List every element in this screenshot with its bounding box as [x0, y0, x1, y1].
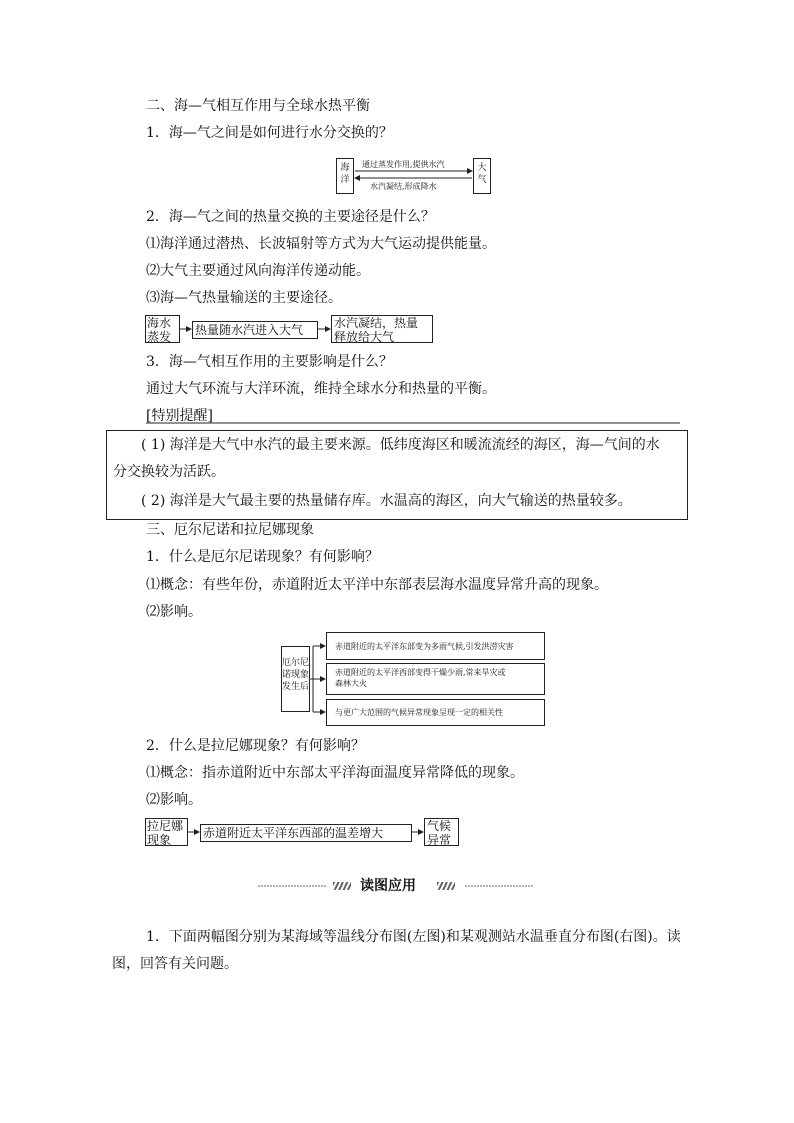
section2-q2: 2．海—气之间的热量交换的主要途径是什么？ — [146, 209, 435, 225]
tip-line-2: ( 2) 海洋是大气最主要的热量储存库。水温高的海区，向大气输送的热量较多。 — [141, 493, 632, 509]
tip-label: [特别提醒] — [146, 408, 213, 424]
section2-p1: ⑴海洋通过潜热、长波辐射等方式为大气运动提供能量。 — [146, 236, 496, 252]
section2-a3: 通过大气环流与大洋环流，维持全球水分和热量的平衡。 — [146, 381, 496, 397]
flow2-step-la-nina: 拉尼娜 现象 — [145, 818, 188, 846]
section3-q2: 2．什么是拉尼娜现象？有何影响？ — [146, 738, 365, 754]
flow1-step-condensation: 水汽凝结，热量 释放给大气 — [331, 315, 433, 343]
section2-p3: ⑶海—气热量输送的主要途径。 — [146, 290, 342, 306]
atmosphere-box — [473, 158, 491, 194]
section2-q3: 3．海—气相互作用的主要影响是什么？ — [146, 354, 393, 370]
reading-hatch-left — [333, 882, 351, 890]
ocean-box — [336, 158, 354, 194]
reading-q1-line2: 图，回答有关问题。 — [112, 956, 238, 972]
flow1-step-evaporation: 海水 蒸发 — [145, 315, 180, 343]
tip-line-1b: 分交换较为活跃。 — [113, 464, 225, 480]
section2-heading: 二、海—气相互作用与全球水热平衡 — [146, 98, 370, 114]
section3-impact1: ⑵影响。 — [146, 604, 202, 620]
section3-concept2: ⑴概念：指赤道附近中东部太平洋海面温度异常降低的现象。 — [146, 765, 524, 781]
flow2-step-climate: 气候 异常 — [424, 818, 459, 846]
flow1-step-heat-transfer: 热量随水汽进入大气 — [192, 321, 318, 339]
el-nino-center-label: 厄尔尼 诺现象 发生后 — [282, 658, 310, 692]
reading-title: 读图应用 — [360, 878, 416, 894]
section2-q1: 1．海—气之间是如何进行水分交换的？ — [146, 125, 393, 141]
el-nino-effect-1: 赤道附近的太平洋东部变为多雨气候,引发洪涝灾害 — [326, 632, 545, 660]
el-nino-effect-2: 赤道附近的太平洋西部变得干燥少雨,常来旱灾或 森林大火 — [326, 663, 545, 695]
reading-q1-line1: 1．下面两幅图分别为某海域等温线分布图(左图)和某观测站水温垂直分布图(右图)。读 — [146, 929, 681, 945]
section3-concept1: ⑴概念：有些年份，赤道附近太平洋中东部表层海水温度异常升高的现象。 — [146, 577, 608, 593]
tip-line-1: ( 1) 海洋是大气中水汽的最主要来源。低纬度海区和暖流流经的海区，海—气间的水 — [141, 437, 660, 453]
reading-hatch-right — [437, 882, 455, 890]
atmosphere-label: 大 气 — [477, 163, 487, 185]
condensation-label: 水汽凝结,形成降水 — [370, 182, 437, 191]
section3-q1: 1．什么是厄尔尼诺现象？有何影响？ — [146, 549, 379, 565]
flow2-step-temp-diff: 赤道附近太平洋东西部的温差增大 — [200, 824, 412, 842]
section2-p2: ⑵大气主要通过风向海洋传递动能。 — [146, 263, 370, 279]
ocean-label: 海 洋 — [340, 163, 350, 185]
tip-box — [106, 430, 688, 520]
evaporation-label: 通过蒸发作用,提供水汽 — [362, 160, 445, 169]
el-nino-center-box — [281, 646, 310, 712]
el-nino-effect-3: 与更广大范围的气候异常现象呈现一定的相关性 — [326, 699, 545, 726]
section3-impact2: ⑵影响。 — [146, 792, 202, 808]
section3-heading: 三、厄尔尼诺和拉尼娜现象 — [146, 522, 314, 538]
